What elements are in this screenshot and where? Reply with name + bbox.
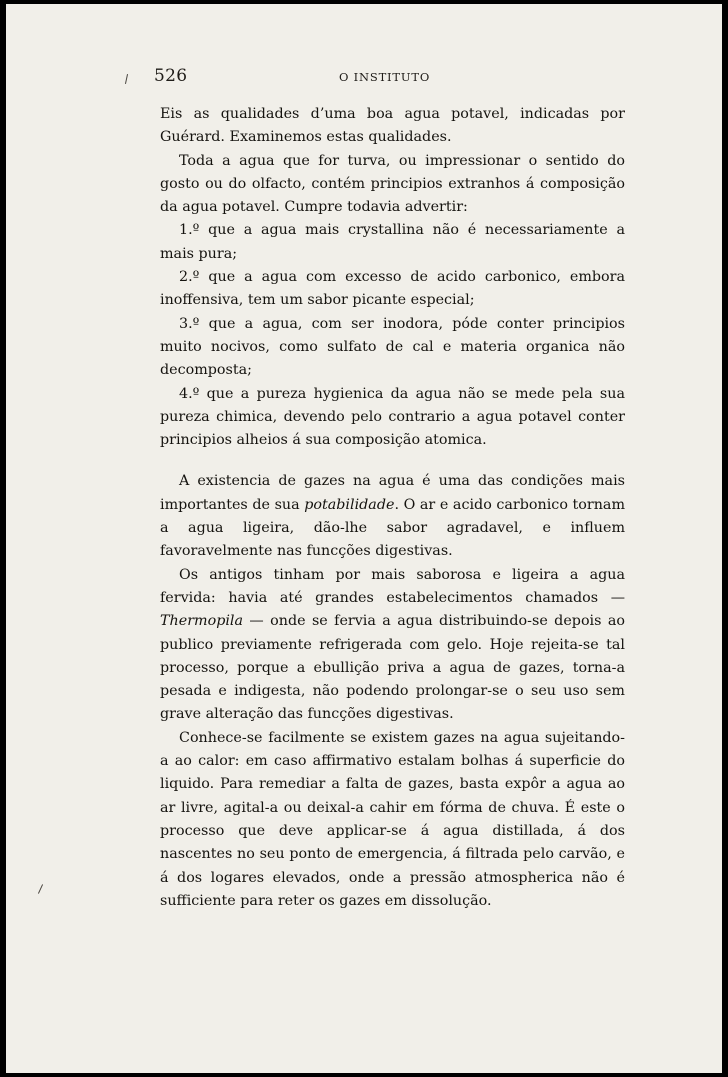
- page-number: 526: [154, 66, 188, 86]
- list-item-4: 4.º que a pureza hygienica da agua não se mede pela sua pureza chimica, devendo pelo contrario a agua potavel conter principios alheios á sua composição atomica.: [160, 385, 625, 449]
- body-text: [160, 103, 625, 913]
- list-item-3: 3.º que a agua, com ser inodora, póde conter principios muito nocivos, como sulfato de cal e materia organica não decomposta;: [160, 315, 625, 379]
- running-head: [6, 66, 722, 90]
- book-page: [6, 4, 722, 1073]
- paragraph-antigos-text-a: Os antigos tinham por mais saborosa e ligeira a agua fervida: havia até grandes estabelecimentos chamados —: [160, 566, 625, 606]
- list-item-1: 1.º que a agua mais crystallina não é necessariamente a mais pura;: [160, 222, 625, 262]
- paragraph-conhece: Conhece-se facilmente se existem gazes na agua sujeitando-a ao calor: em caso affirmativo estalam bolhas á superficie do liquido. Para remediar a falta de gazes, basta expôr a agua ao ar livre, agital-a ou deixal-a cahir em fórma de chuva. É este o processo que deve applicar-se á agua distillada, á dos nascentes no seu ponto de emergencia, á filtrada pelo carvão, e á dos logares elevados, onde a pressão atmospherica não é sufficiente para reter os gazes em dissolução.: [160, 729, 625, 909]
- paragraph-gazes-emphasis: potabilidade: [304, 496, 395, 513]
- paragraph-antigos-emphasis: Thermopila: [160, 613, 244, 630]
- paragraph-gazes-text-b: . O ar e acido carbonico tornam a agua ligeira, dão-lhe sabor agradavel, e influem favoravelmente nas funcções digestivas.: [160, 496, 626, 560]
- journal-title: O INSTITUTO: [339, 70, 431, 84]
- paragraph-gazes-text-a: A existencia de gazes na agua é uma das condições mais importantes de sua: [160, 473, 625, 513]
- paragraph-antigos: [160, 564, 625, 727]
- paragraph-gazes: [160, 470, 625, 563]
- paragraph-turva: Toda a agua que for turva, ou impressionar o sentido do gosto ou do olfacto, contém principios extranhos á composição da agua potavel. Cumpre todavia advertir:: [160, 152, 625, 216]
- list-item-2: 2.º que a agua com excesso de acido carbonico, embora inoffensiva, tem um sabor picante especial;: [160, 269, 625, 309]
- paragraph-antigos-text-b: — onde se fervia a agua distribuindo-se depois ao publico previamente refrigerada com gelo. Hoje rejeita-se tal processo, porque a ebullição priva a agua de gazes, torna-a pesada e indigesta, não podendo prolongar-se o seu uso sem grave alteração das funcções digestivas.: [160, 613, 625, 723]
- paragraph-intro: Eis as qualidades d’uma boa agua potavel, indicadas por Guérard. Examinemos estas qualidades.: [160, 106, 625, 146]
- margin-mark-bottom: [38, 884, 43, 893]
